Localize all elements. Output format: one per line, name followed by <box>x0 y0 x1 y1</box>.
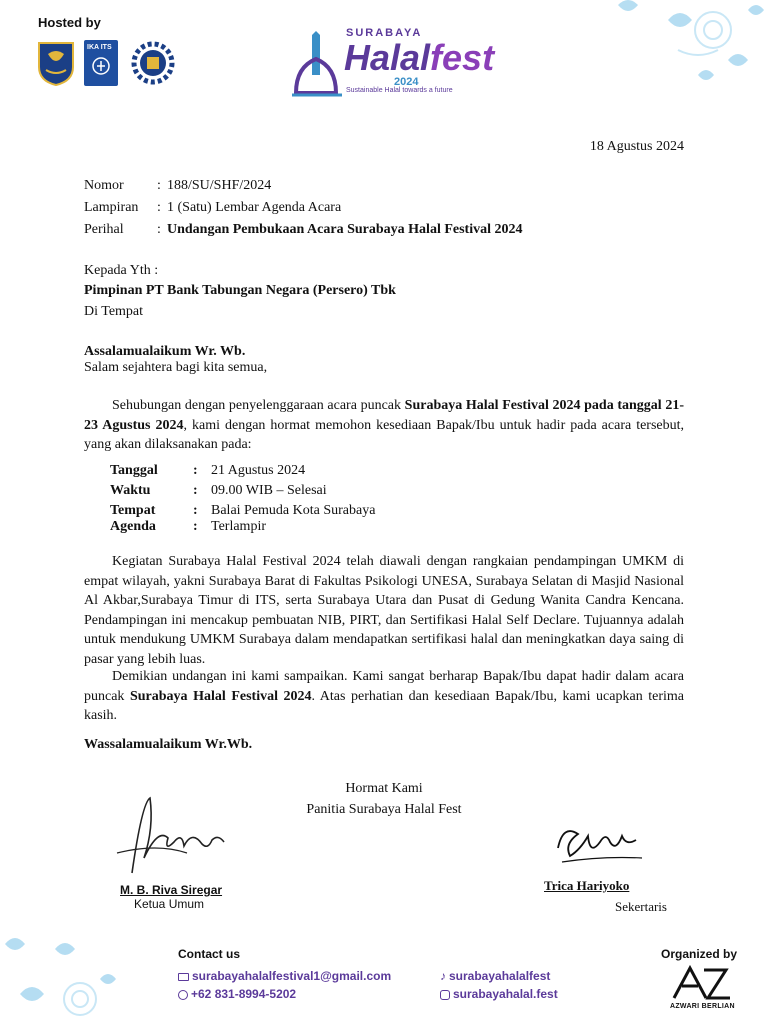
mosque-tower-icon <box>290 31 344 97</box>
paragraph-closing-part-a: Demikian undangan ini kami sampaikan. Kami sangat berharap Bapak/Ibu dapat hadir dalam acara puncak <box>84 669 684 704</box>
phone-text: +62 831-8994-5202 <box>191 987 297 1001</box>
paragraph-closing-part-c: . Atas perhatian dan kesediaan Bapak/Ibu, kami ucapkan terima kasih. <box>84 688 684 723</box>
meta-value-perihal: Undangan Pembukaan Acara Surabaya Halal Festival 2024 <box>167 222 523 237</box>
paragraph-closing <box>84 667 684 726</box>
ika-its-logo-icon <box>84 40 118 86</box>
signature-secretary <box>548 818 648 870</box>
floral-corner-decoration-top <box>598 0 768 100</box>
meta-label-nomor: Nomor <box>84 178 124 193</box>
meta-value-nomor: 188/SU/SHF/2024 <box>167 178 272 193</box>
meta-colon: : <box>157 222 161 237</box>
detail-colon: : <box>193 463 198 478</box>
detail-label-tanggal: Tanggal <box>110 463 158 478</box>
surabaya-halalfest-logo <box>290 27 495 99</box>
meta-colon: : <box>157 200 161 215</box>
paragraph-activities <box>84 552 684 669</box>
signature-chairman <box>112 793 242 883</box>
brand-year-text: 2024 <box>394 76 419 88</box>
brand-main-text <box>344 37 494 79</box>
detail-value-agenda: Terlampir <box>211 519 266 534</box>
whatsapp-icon <box>178 990 188 1000</box>
brand-halal-text: Halal <box>344 37 431 78</box>
phone-contact[interactable] <box>178 987 296 1001</box>
brand-fest-text: fest <box>430 37 495 78</box>
mail-icon <box>178 973 189 981</box>
instagram-contact[interactable] <box>440 987 558 1001</box>
brand-top-text: SURABAYA <box>346 27 423 39</box>
to-prefix: Kepada Yth : <box>84 263 159 278</box>
detail-label-waktu: Waktu <box>110 483 151 498</box>
organizer-logo-icon <box>670 964 738 1002</box>
paragraph-closing-part-b: Surabaya Halal Festival 2024 <box>129 688 312 704</box>
recipient-place: Di Tempat <box>84 304 144 319</box>
detail-value-tempat: Balai Pemuda Kota Surabaya <box>211 503 376 518</box>
detail-colon: : <box>193 519 198 534</box>
its-gear-logo-icon <box>130 40 176 86</box>
recipient-name: Pimpinan PT Bank Tabungan Negara (Persero) Tbk <box>84 283 396 298</box>
regards-text: Hormat Kami <box>345 781 423 796</box>
ika-its-logo-text: IKA ITS <box>87 44 112 51</box>
committee-text: Panitia Surabaya Halal Fest <box>306 802 462 817</box>
instagram-icon <box>440 990 450 1000</box>
email-text: surabayahalalfestival1@gmail.com <box>192 969 392 983</box>
greeting: Assalamualaikum Wr. Wb. <box>84 344 246 359</box>
meta-label-perihal: Perihal <box>84 222 124 237</box>
hosted-by-label: Hosted by <box>38 15 101 30</box>
paragraph-intro-part-a: Sehubungan dengan penyelenggaraan acara puncak <box>112 398 405 413</box>
tiktok-contact[interactable] <box>440 969 550 983</box>
detail-value-waktu: 09.00 WIB – Selesai <box>211 483 327 498</box>
closing-greeting: Wassalamualaikum Wr.Wb. <box>84 737 253 752</box>
detail-label-tempat: Tempat <box>110 503 156 518</box>
organizer-name: AZWARI BERLIAN <box>670 1003 735 1010</box>
instagram-text: surabayahalal.fest <box>453 987 558 1001</box>
detail-colon: : <box>193 503 198 518</box>
meta-label-lampiran: Lampiran <box>84 200 139 215</box>
organized-by-label: Organized by <box>661 947 738 961</box>
meta-colon: : <box>157 178 161 193</box>
contact-label: Contact us <box>178 947 241 961</box>
tiktok-text: surabayahalalfest <box>449 969 551 983</box>
detail-colon: : <box>193 483 198 498</box>
letter-date: 18 Agustus 2024 <box>589 139 684 154</box>
detail-value-tanggal: 21 Agustus 2024 <box>211 463 306 478</box>
brand-tagline: Sustainable Halal towards a future <box>346 87 453 94</box>
paragraph-intro-part-b: Surabaya Halal Festival 2024 pada tanggal 21-23 Agustus 2024 <box>84 398 685 433</box>
salutation: Salam sejahtera bagi kita semua, <box>84 360 268 375</box>
signer1-role: Ketua Umum <box>134 897 205 911</box>
meta-value-lampiran: 1 (Satu) Lembar Agenda Acara <box>167 200 342 215</box>
signer2-role: Sekertaris <box>615 899 667 914</box>
paragraph-intro <box>84 396 684 455</box>
paragraph-intro-part-c: , kami dengan hormat memohon kesediaan Bapak/Ibu untuk hadir pada acara tersebut, yang akan dilaksanakan pada: <box>84 417 685 452</box>
tiktok-icon: ♪ <box>440 969 446 983</box>
ika-its-emblem-icon <box>91 56 111 78</box>
signer1-name: M. B. Riva Siregar <box>120 883 223 897</box>
signer2-name: Trica Hariyoko <box>544 878 630 893</box>
city-crest-icon <box>36 40 76 86</box>
email-contact[interactable] <box>178 969 391 983</box>
detail-label-agenda: Agenda <box>110 519 156 534</box>
floral-corner-decoration-bottom <box>0 924 150 1024</box>
paragraph-activities-text: Kegiatan Surabaya Halal Festival 2024 telah diawali dengan rangkaian pendampingan UMKM di empat wilayah, yakni Surabaya Barat di Fakultas Psikologi UNESA, Surabaya Selatan di Masjid Nasional Al Akbar,Surabaya Timur di ITS, serta Surabaya Utara dan Pusat di Gedung Wanita Candra Kencana. Pendampingan ini mencakup pembuatan NIB, PIRT, dan Sertifikasi Halal Self Declare. Tujuannya adalah untuk mendukung UMKM Surabaya dalam mendapatkan sertifikasi halal dan meningkatkan daya saing di pasar yang lebih luas. <box>84 554 684 667</box>
